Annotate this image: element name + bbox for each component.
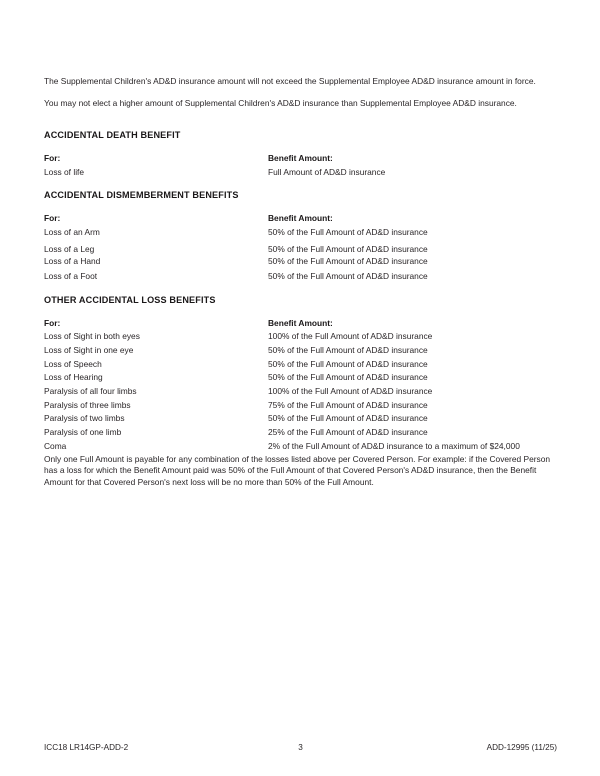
table-row xyxy=(44,426,557,440)
table-header-row xyxy=(44,211,557,226)
benefit-loss-label: Paralysis of one limb xyxy=(44,427,122,438)
benefit-loss-label: Coma xyxy=(44,440,67,451)
benefit-table-accidental-dismemberment xyxy=(44,211,557,283)
section-spacer xyxy=(44,119,557,129)
column-header-for: For: xyxy=(44,153,61,164)
table-row xyxy=(44,358,557,372)
table-header-row xyxy=(44,316,557,331)
benefit-amount-value: 50% of the Full Amount of AD&D insurance xyxy=(268,243,428,254)
section-spacer xyxy=(44,306,557,316)
table-row xyxy=(44,412,557,426)
footer-inner xyxy=(44,742,557,753)
column-header-for: For: xyxy=(44,317,61,328)
benefit-amount-value: 75% of the Full Amount of AD&D insurance xyxy=(268,399,428,410)
benefit-table-accidental-death xyxy=(44,151,557,179)
table-row xyxy=(44,385,557,399)
table-row xyxy=(44,255,557,267)
benefit-amount-value: 50% of the Full Amount of AD&D insurance xyxy=(268,255,428,266)
table-row xyxy=(44,243,557,255)
benefit-loss-label: Loss of a Foot xyxy=(44,270,98,281)
footer-document-code: ADD-12995 (11/25) xyxy=(486,743,557,752)
benefit-amount-value: 50% of the Full Amount of AD&D insurance xyxy=(268,413,428,424)
column-header-benefit-amount: Benefit Amount: xyxy=(268,317,333,328)
column-header-benefit-amount: Benefit Amount: xyxy=(268,153,333,164)
table-row xyxy=(44,166,557,180)
column-header-for: For: xyxy=(44,213,61,224)
benefit-loss-label: Paralysis of two limbs xyxy=(44,413,125,424)
benefit-loss-label: Loss of a Leg xyxy=(44,243,95,254)
table-row xyxy=(44,226,557,240)
intro-paragraph-2: You may not elect a higher amount of Supplemental Children's AD&D insurance than Supplemental Employee AD&D insurance. xyxy=(44,97,517,108)
table-row xyxy=(44,440,557,454)
benefit-amount-value: 50% of the Full Amount of AD&D insurance xyxy=(268,358,428,369)
benefit-loss-label: Paralysis of all four limbs xyxy=(44,385,137,396)
benefit-loss-label: Loss of Sight in one eye xyxy=(44,344,134,355)
table-header-row xyxy=(44,151,557,166)
benefit-amount-value: Full Amount of AD&D insurance xyxy=(268,166,386,177)
page-content xyxy=(44,76,557,488)
table-row xyxy=(44,399,557,413)
benefit-loss-label: Loss of an Arm xyxy=(44,226,100,237)
section-heading-other-accidental-loss: OTHER ACCIDENTAL LOSS BENEFITS xyxy=(44,294,216,305)
section-spacer xyxy=(44,179,557,189)
benefit-amount-value: 2% of the Full Amount of AD&D insurance to a maximum of $24,000 xyxy=(268,440,520,451)
benefit-loss-label: Loss of Sight in both eyes xyxy=(44,331,140,342)
benefit-amount-value: 100% of the Full Amount of AD&D insurance xyxy=(268,385,433,396)
intro-paragraph-1: The Supplemental Children's AD&D insurance amount will not exceed the Supplemental Employee AD&D insurance amount in force. xyxy=(44,76,536,86)
benefit-amount-value: 100% of the Full Amount of AD&D insurance xyxy=(268,331,433,342)
section-spacer xyxy=(44,201,557,211)
section-heading-accidental-death: ACCIDENTAL DEATH BENEFIT xyxy=(44,130,181,141)
table-row xyxy=(44,270,557,284)
footer-page-number: 3 xyxy=(298,743,303,752)
table-row xyxy=(44,330,557,344)
benefit-loss-label: Paralysis of three limbs xyxy=(44,399,131,410)
benefit-loss-label: Loss of Hearing xyxy=(44,372,103,383)
table-row xyxy=(44,371,557,385)
benefit-amount-value: 50% of the Full Amount of AD&D insurance xyxy=(268,270,428,281)
benefit-loss-label: Loss of life xyxy=(44,166,85,177)
footer-form-number: ICC18 LR14GP-ADD-2 xyxy=(44,743,129,752)
benefit-amount-value: 50% of the Full Amount of AD&D insurance xyxy=(268,344,428,355)
benefit-loss-label: Loss of a Hand xyxy=(44,255,101,266)
section-heading-accidental-dismemberment: ACCIDENTAL DISMEMBERMENT BENEFITS xyxy=(44,190,239,201)
closing-paragraph: Only one Full Amount is payable for any combination of the losses listed above per Covered Person. For example: if the Covered Person has a loss for which the Benefit Amount paid was 50% of the Full Amount of that Covered Person's AD&D insurance, then the Benefit Amount for that Covered Person's next loss will be no more than 50% of the Full Amount. xyxy=(44,453,551,487)
benefit-amount-value: 50% of the Full Amount of AD&D insurance xyxy=(268,226,428,237)
section-spacer xyxy=(44,141,557,151)
benefit-loss-label: Loss of Speech xyxy=(44,358,102,369)
benefit-amount-value: 50% of the Full Amount of AD&D insurance xyxy=(268,372,428,383)
table-row xyxy=(44,344,557,358)
benefit-amount-value: 25% of the Full Amount of AD&D insurance xyxy=(268,427,428,438)
page-footer xyxy=(44,742,557,753)
column-header-benefit-amount: Benefit Amount: xyxy=(268,213,333,224)
section-spacer xyxy=(44,284,557,294)
benefit-table-other-accidental-loss xyxy=(44,316,557,454)
